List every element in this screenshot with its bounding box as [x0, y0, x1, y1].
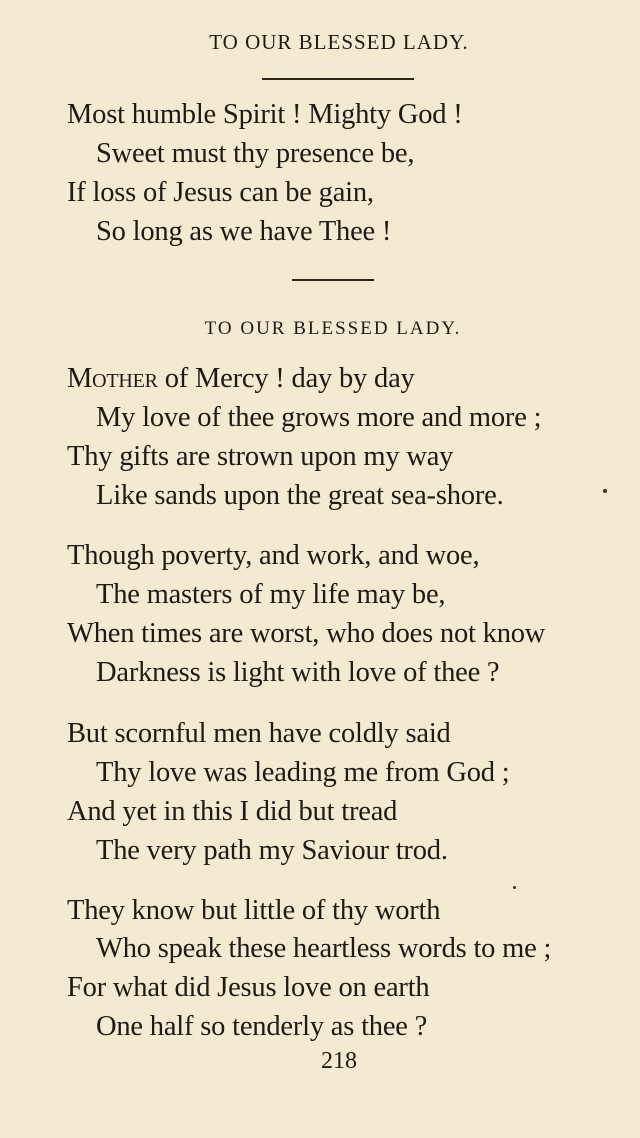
page-number: 218	[321, 1048, 357, 1074]
previous-poem-line-3: If loss of Jesus can be gain,	[67, 177, 374, 208]
stanza-4-line-4: One half so tenderly as thee ?	[96, 1011, 428, 1042]
section-divider	[292, 279, 374, 281]
poem-title: TO OUR BLESSED LADY.	[204, 318, 462, 339]
stanza-3-line-3: And yet in this I did but tread	[67, 796, 398, 827]
stanza-1-line-2: My love of thee grows more and more ;	[96, 402, 542, 433]
stanza-2-line-4: Darkness is light with love of thee ?	[96, 657, 500, 688]
stanza-1-line-1	[67, 362, 415, 396]
stanza-1-line-3: Thy gifts are strown upon my way	[67, 441, 454, 472]
ink-speck	[603, 489, 607, 493]
stanza-4-line-3: For what did Jesus love on earth	[67, 972, 430, 1003]
stanza-1-line-4: Like sands upon the great sea-shore.	[96, 480, 504, 511]
running-header: TO OUR BLESSED LADY.	[209, 30, 469, 54]
ink-speck	[513, 886, 516, 889]
stanza-2-line-3: When times are worst, who does not know	[67, 618, 546, 649]
stanza-2-line-2: The masters of my life may be,	[96, 579, 446, 610]
previous-poem-line-4: So long as we have Thee !	[96, 216, 392, 247]
dropcap-word: Mother	[67, 363, 158, 394]
previous-poem-line-1: Most humble Spirit ! Mighty God !	[67, 99, 463, 130]
stanza-2-line-1: Though poverty, and work, and woe,	[67, 540, 480, 571]
previous-poem-line-2: Sweet must thy presence be,	[96, 138, 415, 169]
header-rule	[262, 78, 414, 80]
stanza-4-line-2: Who speak these heartless words to me ;	[96, 933, 552, 964]
stanza-3-line-4: The very path my Saviour trod.	[96, 835, 448, 866]
stanza-4-line-1: They know but little of thy worth	[67, 895, 441, 926]
stanza-1-line-1-rest: of Mercy ! day by day	[157, 363, 415, 394]
stanza-3-line-1: But scornful men have coldly said	[67, 718, 451, 749]
stanza-3-line-2: Thy love was leading me from God ;	[96, 757, 510, 788]
